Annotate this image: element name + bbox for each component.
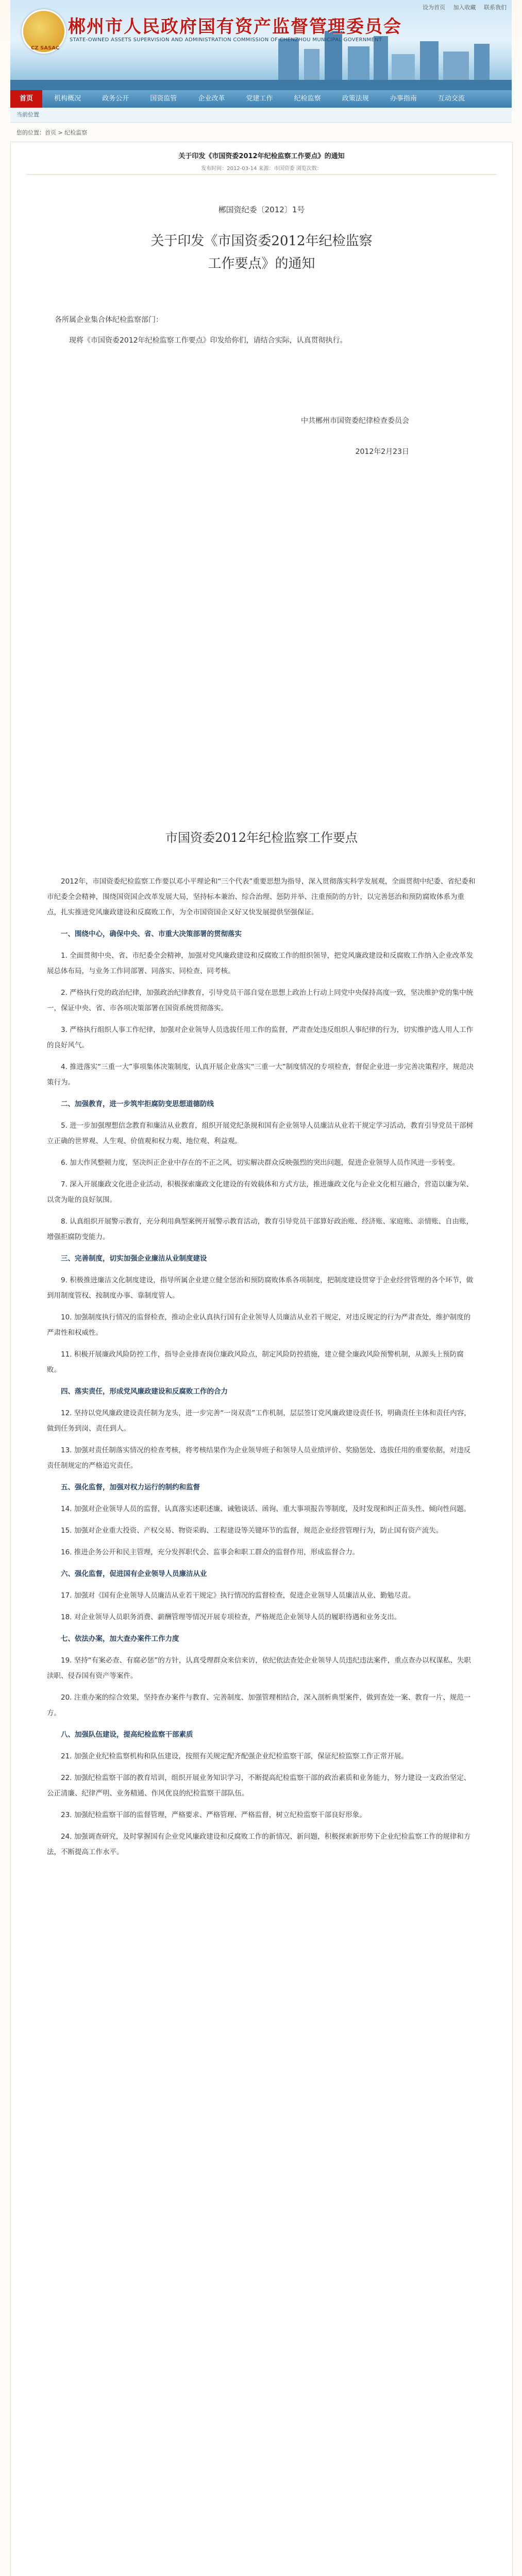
point-paragraph: 10. 加强制度执行情况的监督检查，推动企业认真执行国有企业领导人员廉洁从业若干规定，对违反规定的行为严肃查处，维护制度的严肃性和权威性。 [47,1313,471,1337]
point-paragraph: 3. 严格执行组织人事工作纪律，加强对企业领导人员选拔任用工作的监督，严肃查处违反组织人事纪律的行为，切实维护选人用人工作的良好风气。 [47,1026,474,1049]
top-links [416,3,507,11]
site-header [10,0,512,90]
document-heading-line1: 关于印发《市国资委2012年纪检监察 [150,233,373,249]
point-paragraph: 13. 加强对责任制落实情况的检查考核，将考核结果作为企业领导班子和领导人员业绩评价、奖励惩处、选拔任用的重要依据，对违反责任制规定的严格追究责任。 [47,1446,471,1470]
point-paragraph: 15. 加强对企业重大投资、产权交易、物资采购、工程建设等关键环节的监督，规范企业经营管理行为，防止国有资产流失。 [61,1527,443,1535]
article-title: 关于印发《市国资委2012年纪检监察工作要点》的通知 [178,152,345,160]
point-paragraph: 23. 加强纪检监察干部的监督管理，严格要求、严格管理、严格监督，树立纪检监察干部良好形象。 [61,1811,366,1819]
section-heading: 五、强化监督，加强对权力运行的制约和监督 [61,1483,200,1492]
point-paragraph: 6. 加大作风整顿力度，坚决纠正企业中存在的不正之风，切实解决群众反映强烈的突出问题，促进企业领导人员作风进一步转变。 [61,1159,460,1167]
nav-item-reform[interactable]: 企业改革 [198,95,225,103]
document-heading [11,230,512,275]
section-heading: 三、完善制度，切实加强企业廉洁从业制度建设 [61,1255,207,1263]
document-heading-line2: 工作要点》的通知 [208,256,315,272]
set-homepage-link[interactable]: 设为首页 [423,4,445,11]
salutation: 各所属企业集合体纪检监察部门： [55,316,163,324]
site-title: 郴州市人民政府国有资产监督管理委员会 [68,16,402,37]
point-paragraph: 12. 坚持以党风廉政建设责任制为龙头，进一步完善“一岗双责”工作机制，层层签订党风廉政建设责任书，明确责任主体和责任内容，做到任务到岗、责任到人。 [47,1409,471,1433]
point-paragraph: 9. 积极推进廉洁文化制度建设，指导所属企业建立健全惩治和预防腐败体系各项制度，把制度建设贯穿于企业经营管理的各个环节，做到用制度管权、按制度办事、靠制度管人。 [47,1276,474,1300]
point-paragraph: 20. 注重办案的综合效果，坚持查办案件与教育、完善制度、加强管理相结合，深入剖析典型案件，做到查处一案、教育一片、规范一方。 [47,1693,471,1717]
point-paragraph: 5. 进一步加强理想信念教育和廉洁从业教育，组织开展党纪条规和国有企业领导人员廉洁从业若干规定学习活动，教育引导党员干部树立正确的世界观、人生观、价值观和权力观、地位观、利益观。 [47,1122,474,1145]
nav-item-disclosure[interactable]: 政务公开 [102,95,129,103]
point-paragraph: 4. 推进落实“三重一大”事项集体决策制度，认真开展企业落实“三重一大”制度情况的专项检查，督促企业进一步完善决策程序，规范决策行为。 [47,1063,474,1087]
section-heading: 七、依法办案，加大查办案件工作力度 [61,1635,179,1643]
point-paragraph: 1. 全面贯彻中央、省、市纪委全会精神，加强对党风廉政建设和反腐败工作的组织领导，把党风廉政建设和反腐败工作纳入企业改革发展总体布局，与业务工作同部署、同落实、同检查、同考核。 [47,952,474,975]
points-body [47,874,476,1866]
sub-nav [10,108,512,123]
nav-item-home[interactable]: 首页 [10,90,42,108]
article-panel [10,142,513,2576]
nav-item-supervision[interactable]: 国资监管 [150,95,177,103]
nav-item-party[interactable]: 党建工作 [246,95,273,103]
section-heading: 四、落实责任，形成党风廉政建设和反腐败工作的合力 [61,1387,228,1396]
logo-text: CZ SASAC [31,45,60,51]
nav-item-about[interactable]: 机构概况 [54,95,81,103]
nav-item-policy[interactable]: 政策法规 [342,95,369,103]
point-paragraph: 7. 深入开展廉政文化进企业活动，积极探索廉政文化建设的有效载体和方式方法，推进廉政文化与企业文化相互融合，营造以廉为荣、以贪为耻的良好氛围。 [47,1180,474,1204]
point-paragraph: 8. 认真组织开展警示教育，充分利用典型案例开展警示教育活动，教育引导党员干部算好政治账、经济账、家庭账、亲情账、自由账，增强拒腐防变能力。 [47,1217,474,1241]
points-title: 市国资委2012年纪检监察工作要点 [165,831,358,845]
article-meta: 发布时间：2012-03-14 来源：市国资委 浏览次数： [201,166,322,172]
document-number: 郴国资纪委〔2012〕1号 [218,205,305,214]
point-paragraph: 16. 推进企务公开和民主管理，充分发挥职代会、监事会和职工群众的监督作用，形成监督合力。 [61,1548,360,1556]
point-paragraph: 24. 加强调查研究，及时掌握国有企业党风廉政建设和反腐败工作的新情况、新问题，积极探索新形势下企业纪检监察工作的规律和方法，不断提高工作水平。 [47,1833,471,1856]
breadcrumb [10,126,512,140]
section-heading: 一、围绕中心，确保中央、省、市重大决策部署的贯彻落实 [61,930,242,938]
signer: 中共郴州市国资委纪律检查委员会 [301,417,409,425]
point-paragraph: 14. 加强对企业领导人员的监督，认真落实述职述廉、诫勉谈话、函询、重大事项报告等制度，及时发现和纠正苗头性、倾向性问题。 [61,1505,471,1513]
point-paragraph: 21. 加强企业纪检监察机构和队伍建设，按照有关规定配齐配强企业纪检监察干部，保证纪检监察工作正常开展。 [61,1752,408,1760]
nav-item-interaction[interactable]: 互动交流 [437,95,465,103]
add-favorite-link[interactable]: 加入收藏 [453,4,476,11]
main-nav [10,90,512,108]
nav-item-discipline[interactable]: 纪检监察 [294,95,321,103]
breadcrumb-text[interactable]: 您的位置：首页 > 纪检监察 [16,129,88,136]
subnav-label: 当前位置 [16,111,39,118]
point-paragraph: 18. 对企业领导人员职务消费、薪酬管理等情况开展专项检查，严格规范企业领导人员的履职待遇和业务支出。 [61,1613,401,1621]
point-paragraph: 2. 严格执行党的政治纪律，加强政治纪律教育，引导党员干部自觉在思想上政治上行动上同党中央保持高度一致，坚决维护党的集中统一，保证中央、省、市各项决策部署在国资系统贯彻落实。 [47,989,474,1012]
point-paragraph: 11. 积极开展廉政风险防控工作，指导企业排查岗位廉政风险点，制定风险防控措施，建立健全廉政风险预警机制，从源头上预防腐败。 [47,1350,464,1374]
section-heading: 八、加强队伍建设，提高纪检监察干部素质 [61,1731,193,1739]
issue-date: 2012年2月23日 [355,448,409,456]
section-heading: 二、加强教育，进一步筑牢拒腐防变思想道德防线 [61,1100,214,1108]
intro-paragraph: 现将《市国资委2012年纪检监察工作要点》印发给你们，请结合实际，认真贯彻执行。 [69,336,347,345]
nav-item-guide[interactable]: 办事指南 [390,95,417,103]
section-heading: 六、强化监督，促进国有企业领导人员廉洁从业 [61,1570,207,1578]
point-paragraph: 22. 加强纪检监察干部的教育培训，组织开展业务知识学习，不断提高纪检监察干部的政治素质和业务能力，努力建设一支政治坚定、公正清廉、纪律严明、业务精通、作风优良的纪检监察干部队伍。 [47,1774,471,1798]
divider [26,174,497,175]
contact-link[interactable]: 联系我们 [484,4,507,11]
site-subtitle: STATE-OWNED ASSETS SUPERVISION AND ADMINISTRATION COMMISSION OF CHENZHOU MUNICIPAL GOVERNMENT [70,37,382,43]
point-paragraph: 19. 坚持“有案必查、有腐必惩”的方针，认真受理群众来信来访，依纪依法查处企业领导人员违纪违法案件，重点查办以权谋私、失职渎职、侵吞国有资产等案件。 [47,1656,471,1680]
point-paragraph: 2012年，市国资委纪检监察工作要以邓小平理论和“三个代表”重要思想为指导，深入贯彻落实科学发展观，全面贯彻中纪委、省纪委和市纪委全会精神，围绕国资国企改革发展大局，坚持标本兼治、综合治理、惩防并举、注重预防的方针，以完善惩治和预防腐败体系为重点，扎实推进党风廉政建设和反腐败工作，为全市国资国企又好又快发展提供坚强保证。 [47,877,476,917]
point-paragraph: 17. 加强对《国有企业领导人员廉洁从业若干规定》执行情况的监督检查，促进企业领导人员廉洁从业、勤勉尽责。 [61,1591,415,1600]
